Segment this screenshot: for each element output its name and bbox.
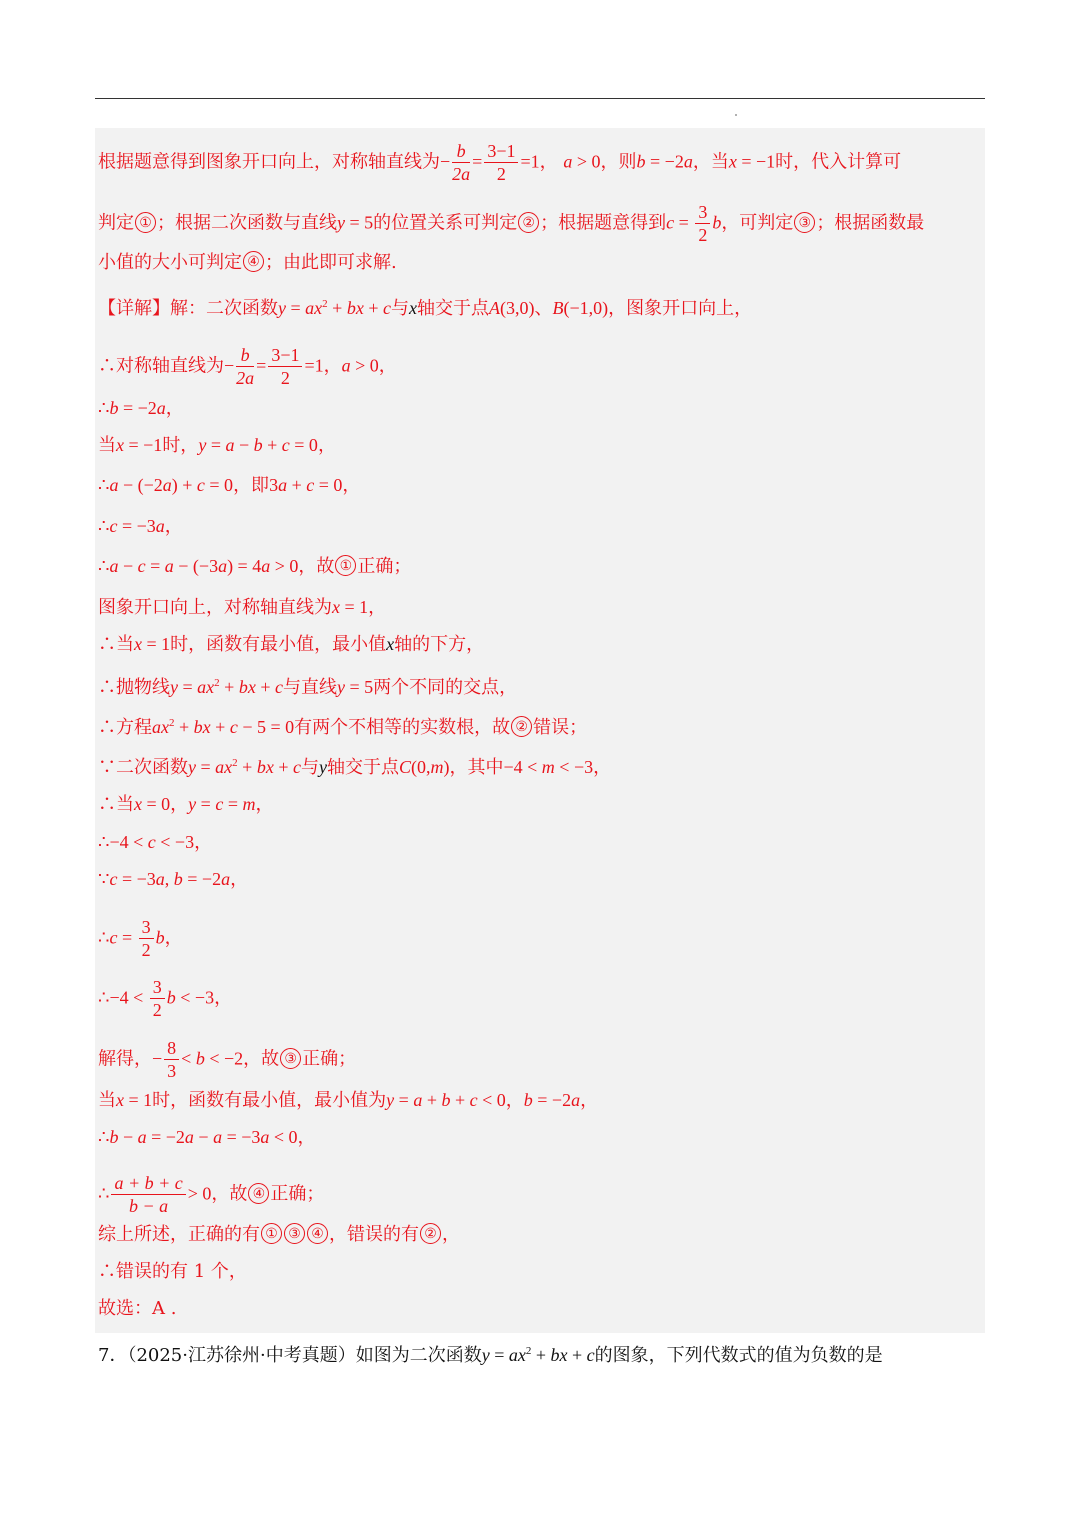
step-line-9: ∴抛物线$y = ax^2$ + bx + c与直线y = 5两个不同的交点， [98,677,518,698]
step-line-14: ∵c = −3a, b = −2a， [98,869,249,890]
step-line-12: ∴当x = 0，y = c = m， [98,794,274,815]
step-line-23: 故选：A . [98,1298,177,1319]
analysis-line-2: 判定 ① ；根据二次函数与直线y = 5的位置关系可判定 ② ；根据题意得到c = $\frac{3}{2}$ b，可判定 ③ ；根据函数最 [98,202,925,245]
step-line-5: ∴c = −3a， [98,516,183,537]
step-line-20: ∴ $\frac{a + b + c}{b - a}$ > 0，故 ④ 正确； [98,1173,325,1216]
step-line-18: 当x = 1时，函数有最小值，最小值为y = a + b + c < 0，b = −2a， [98,1090,599,1111]
step-line-3: 当x = −1时，y = a − b + c = 0， [98,435,336,456]
step-line-22: ∴错误的有 1 个， [98,1261,247,1282]
question-7: 7．（2025·江苏徐州·中考真题）如图为二次函数$y = ax^2$ + bx + c的图象，下列代数式的值为负数的是 [98,1345,883,1366]
step-line-8: ∴当x = 1时，函数有最小值，最小值x轴的下方， [98,634,485,655]
step-line-1: ∴对称轴直线为− $\frac{b}{2a}$ = $\frac{3-1}{2}$ =1，a > 0， [98,345,397,388]
step-line-21: 综上所述，正确的有 ① ③ ④ ，错误的有 ② ， [98,1224,460,1245]
step-line-10: ∴方程$ax^2$ + bx + c − 5 = 0有两个不相等的实数根，故 ② 错误； [98,717,588,738]
step-line-4: ∴a − (−2a) + c = 0，即3a + c = 0， [98,475,361,496]
analysis-line-3: 小值的大小可判定 ④ ；由此即可求解. [98,252,397,273]
step-line-6: ∴a − c = a − (−3a) = 4a > 0，故 ① 正确； [98,556,412,577]
step-line-15: ∴c = $\frac{3}{2}$ b， [98,917,183,960]
step-line-2: ∴b = −2a， [98,398,184,419]
analysis-line-1: 根据题意得到图象开口向上，对称轴直线为− $\frac{b}{2a}$ = $\frac{3-1}{2}$ =1， a > 0，则b = −2a，当x = −1时，代入计算可 [98,141,902,184]
step-line-7: 图象开口向上，对称轴直线为x = 1， [98,597,387,618]
header-rule [95,98,985,99]
step-line-19: ∴b − a = −2a − a = −3a < 0， [98,1127,316,1148]
step-line-11: ∵二次函数$y = ax^2$ + bx + c与y轴交于点C(0,m)，其中−4 < m < −3， [98,757,612,778]
detail-line-1: 【详解】解：二次函数$y = ax^2$ + bx + c与x轴交于点A(3,0)、B(−1,0)，图象开口向上， [98,298,753,319]
step-line-16: ∴−4 < $\frac{3}{2}$ b < −3， [98,977,233,1020]
step-line-17: 解得，− $\frac{8}{3}$ < b < −2，故 ③ 正确； [98,1038,357,1081]
step-line-13: ∴−4 < c < −3， [98,832,213,853]
header-dot [735,114,737,116]
